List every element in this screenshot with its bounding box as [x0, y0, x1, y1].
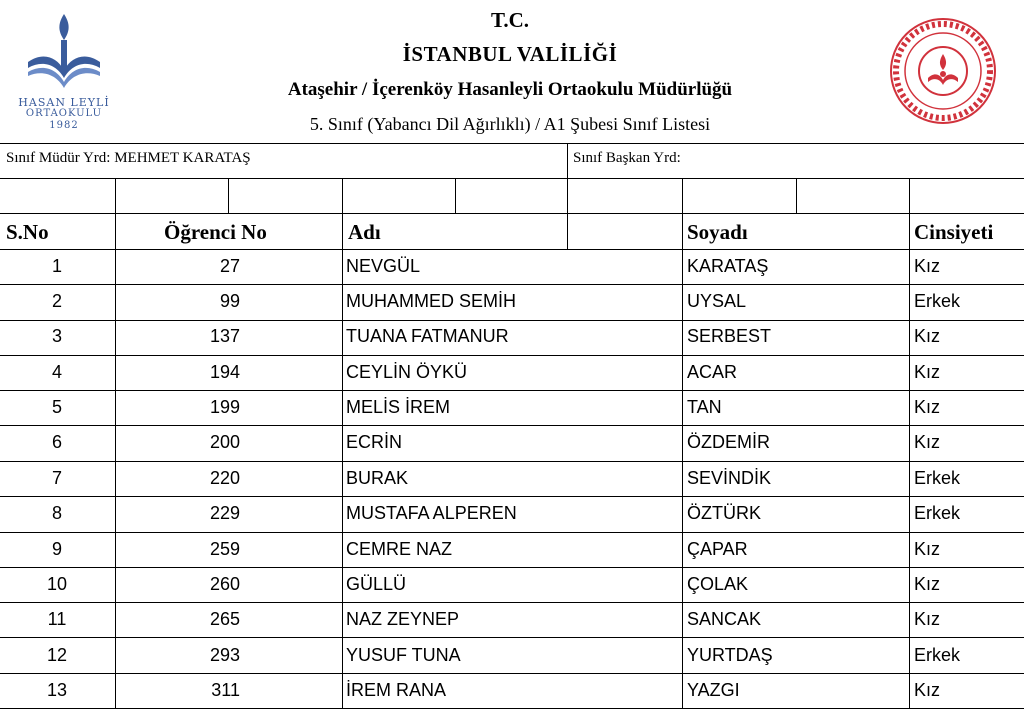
table-row	[0, 469, 1024, 489]
row-sno: 11	[47, 609, 67, 629]
column-header-ogrenci-no: Öğrenci No	[164, 220, 267, 244]
row-adi: NAZ ZEYNEP	[346, 609, 460, 629]
row-ogrenci-no: 137	[209, 326, 240, 346]
row-soyadi: SANCAK	[687, 609, 762, 629]
table-row	[0, 540, 1024, 560]
row-cinsiyet: Erkek	[914, 468, 961, 488]
table-row	[0, 398, 1024, 418]
row-soyadi: YURTDAŞ	[687, 645, 773, 665]
row-ogrenci-no: 229	[209, 503, 240, 523]
row-soyadi: ÇOLAK	[687, 574, 749, 594]
row-sno: 3	[51, 326, 62, 346]
row-soyadi: TAN	[687, 397, 722, 417]
row-soyadi: SEVİNDİK	[687, 468, 772, 488]
row-cinsiyet: Kız	[914, 326, 941, 346]
school-year: 1982	[49, 120, 79, 131]
row-adi: NEVGÜL	[346, 256, 421, 276]
row-cinsiyet: Erkek	[914, 291, 961, 311]
row-adi: YUSUF TUNA	[346, 645, 461, 665]
row-ogrenci-no: 259	[209, 539, 240, 559]
row-ogrenci-no: 99	[219, 291, 240, 311]
row-soyadi: ÖZTÜRK	[687, 503, 761, 523]
column-header-cinsiyet: Cinsiyeti	[914, 220, 994, 244]
row-soyadi: YAZGI	[687, 680, 740, 700]
row-cinsiyet: Kız	[914, 539, 941, 559]
row-adi: İREM RANA	[346, 680, 447, 700]
row-sno: 5	[51, 397, 62, 417]
title-valilik: İSTANBUL VALİLİĞİ	[402, 42, 618, 66]
book-torch-icon	[26, 12, 102, 94]
title-tc: T.C.	[490, 8, 530, 32]
row-ogrenci-no: 199	[209, 397, 240, 417]
row-adi: GÜLLÜ	[346, 574, 407, 594]
table-row	[0, 504, 1024, 524]
table-row	[0, 292, 1024, 312]
table-row	[0, 363, 1024, 383]
row-adi: CEMRE NAZ	[346, 539, 453, 559]
column-header-sno: S.No	[6, 220, 49, 244]
row-sno: 4	[51, 362, 62, 382]
row-cinsiyet: Kız	[914, 680, 941, 700]
row-ogrenci-no: 200	[209, 432, 240, 452]
table-row	[0, 257, 1024, 277]
title-class: 5. Sınıf (Yabancı Dil Ağırlıklı) / A1 Şubesi Sınıf Listesi	[309, 114, 711, 134]
row-soyadi: ÖZDEMİR	[687, 432, 770, 452]
school-name-line2: ORTAOKULU	[25, 108, 103, 119]
column-header-soyadi: Soyadı	[687, 220, 748, 244]
row-adi: TUANA FATMANUR	[346, 326, 509, 346]
row-sno: 1	[51, 256, 62, 276]
table-row	[0, 433, 1024, 453]
row-cinsiyet: Erkek	[914, 503, 961, 523]
row-sno: 2	[51, 291, 62, 311]
row-soyadi: ACAR	[687, 362, 738, 382]
table-row	[0, 575, 1024, 595]
row-sno: 8	[51, 503, 62, 523]
class-assistant-teacher: Sınıf Müdür Yrd: MEHMET KARATAŞ	[6, 150, 251, 166]
row-cinsiyet: Kız	[914, 609, 941, 629]
school-name-line1: HASAN LEYLİ	[18, 96, 110, 109]
class-assistant-president: Sınıf Başkan Yrd:	[573, 150, 681, 166]
row-ogrenci-no: 293	[209, 645, 240, 665]
row-adi: ECRİN	[346, 432, 403, 452]
table-row	[0, 327, 1024, 347]
meb-seal-icon	[888, 16, 998, 126]
row-ogrenci-no: 265	[209, 609, 240, 629]
row-soyadi: ÇAPAR	[687, 539, 748, 559]
row-sno: 12	[46, 645, 68, 665]
row-sno: 7	[51, 468, 62, 488]
table-row	[0, 646, 1024, 666]
row-sno: 10	[46, 574, 68, 594]
row-soyadi: KARATAŞ	[687, 256, 769, 276]
row-cinsiyet: Kız	[914, 574, 941, 594]
row-cinsiyet: Kız	[914, 362, 941, 382]
row-adi: MELİS İREM	[346, 397, 451, 417]
row-adi: CEYLİN ÖYKÜ	[346, 362, 468, 382]
row-adi: BURAK	[346, 468, 409, 488]
row-sno: 9	[51, 539, 62, 559]
table-row	[0, 610, 1024, 630]
table-row	[0, 681, 1024, 701]
row-ogrenci-no: 260	[209, 574, 240, 594]
row-cinsiyet: Kız	[914, 397, 941, 417]
row-soyadi: SERBEST	[687, 326, 772, 346]
row-ogrenci-no: 311	[211, 680, 240, 700]
row-adi: MUHAMMED SEMİH	[346, 291, 516, 311]
row-sno: 6	[51, 432, 62, 452]
row-cinsiyet: Kız	[914, 256, 941, 276]
column-header-adi: Adı	[348, 220, 381, 244]
row-sno: 13	[46, 680, 68, 700]
row-cinsiyet: Erkek	[914, 645, 961, 665]
row-ogrenci-no: 27	[219, 256, 240, 276]
row-adi: MUSTAFA ALPEREN	[346, 503, 517, 523]
row-ogrenci-no: 194	[209, 362, 240, 382]
title-school: Ataşehir / İçerenköy Hasanleyli Ortaokulu Müdürlüğü	[287, 79, 733, 100]
school-logo	[8, 8, 120, 138]
row-soyadi: UYSAL	[687, 291, 747, 311]
row-cinsiyet: Kız	[914, 432, 941, 452]
row-ogrenci-no: 220	[209, 468, 240, 488]
